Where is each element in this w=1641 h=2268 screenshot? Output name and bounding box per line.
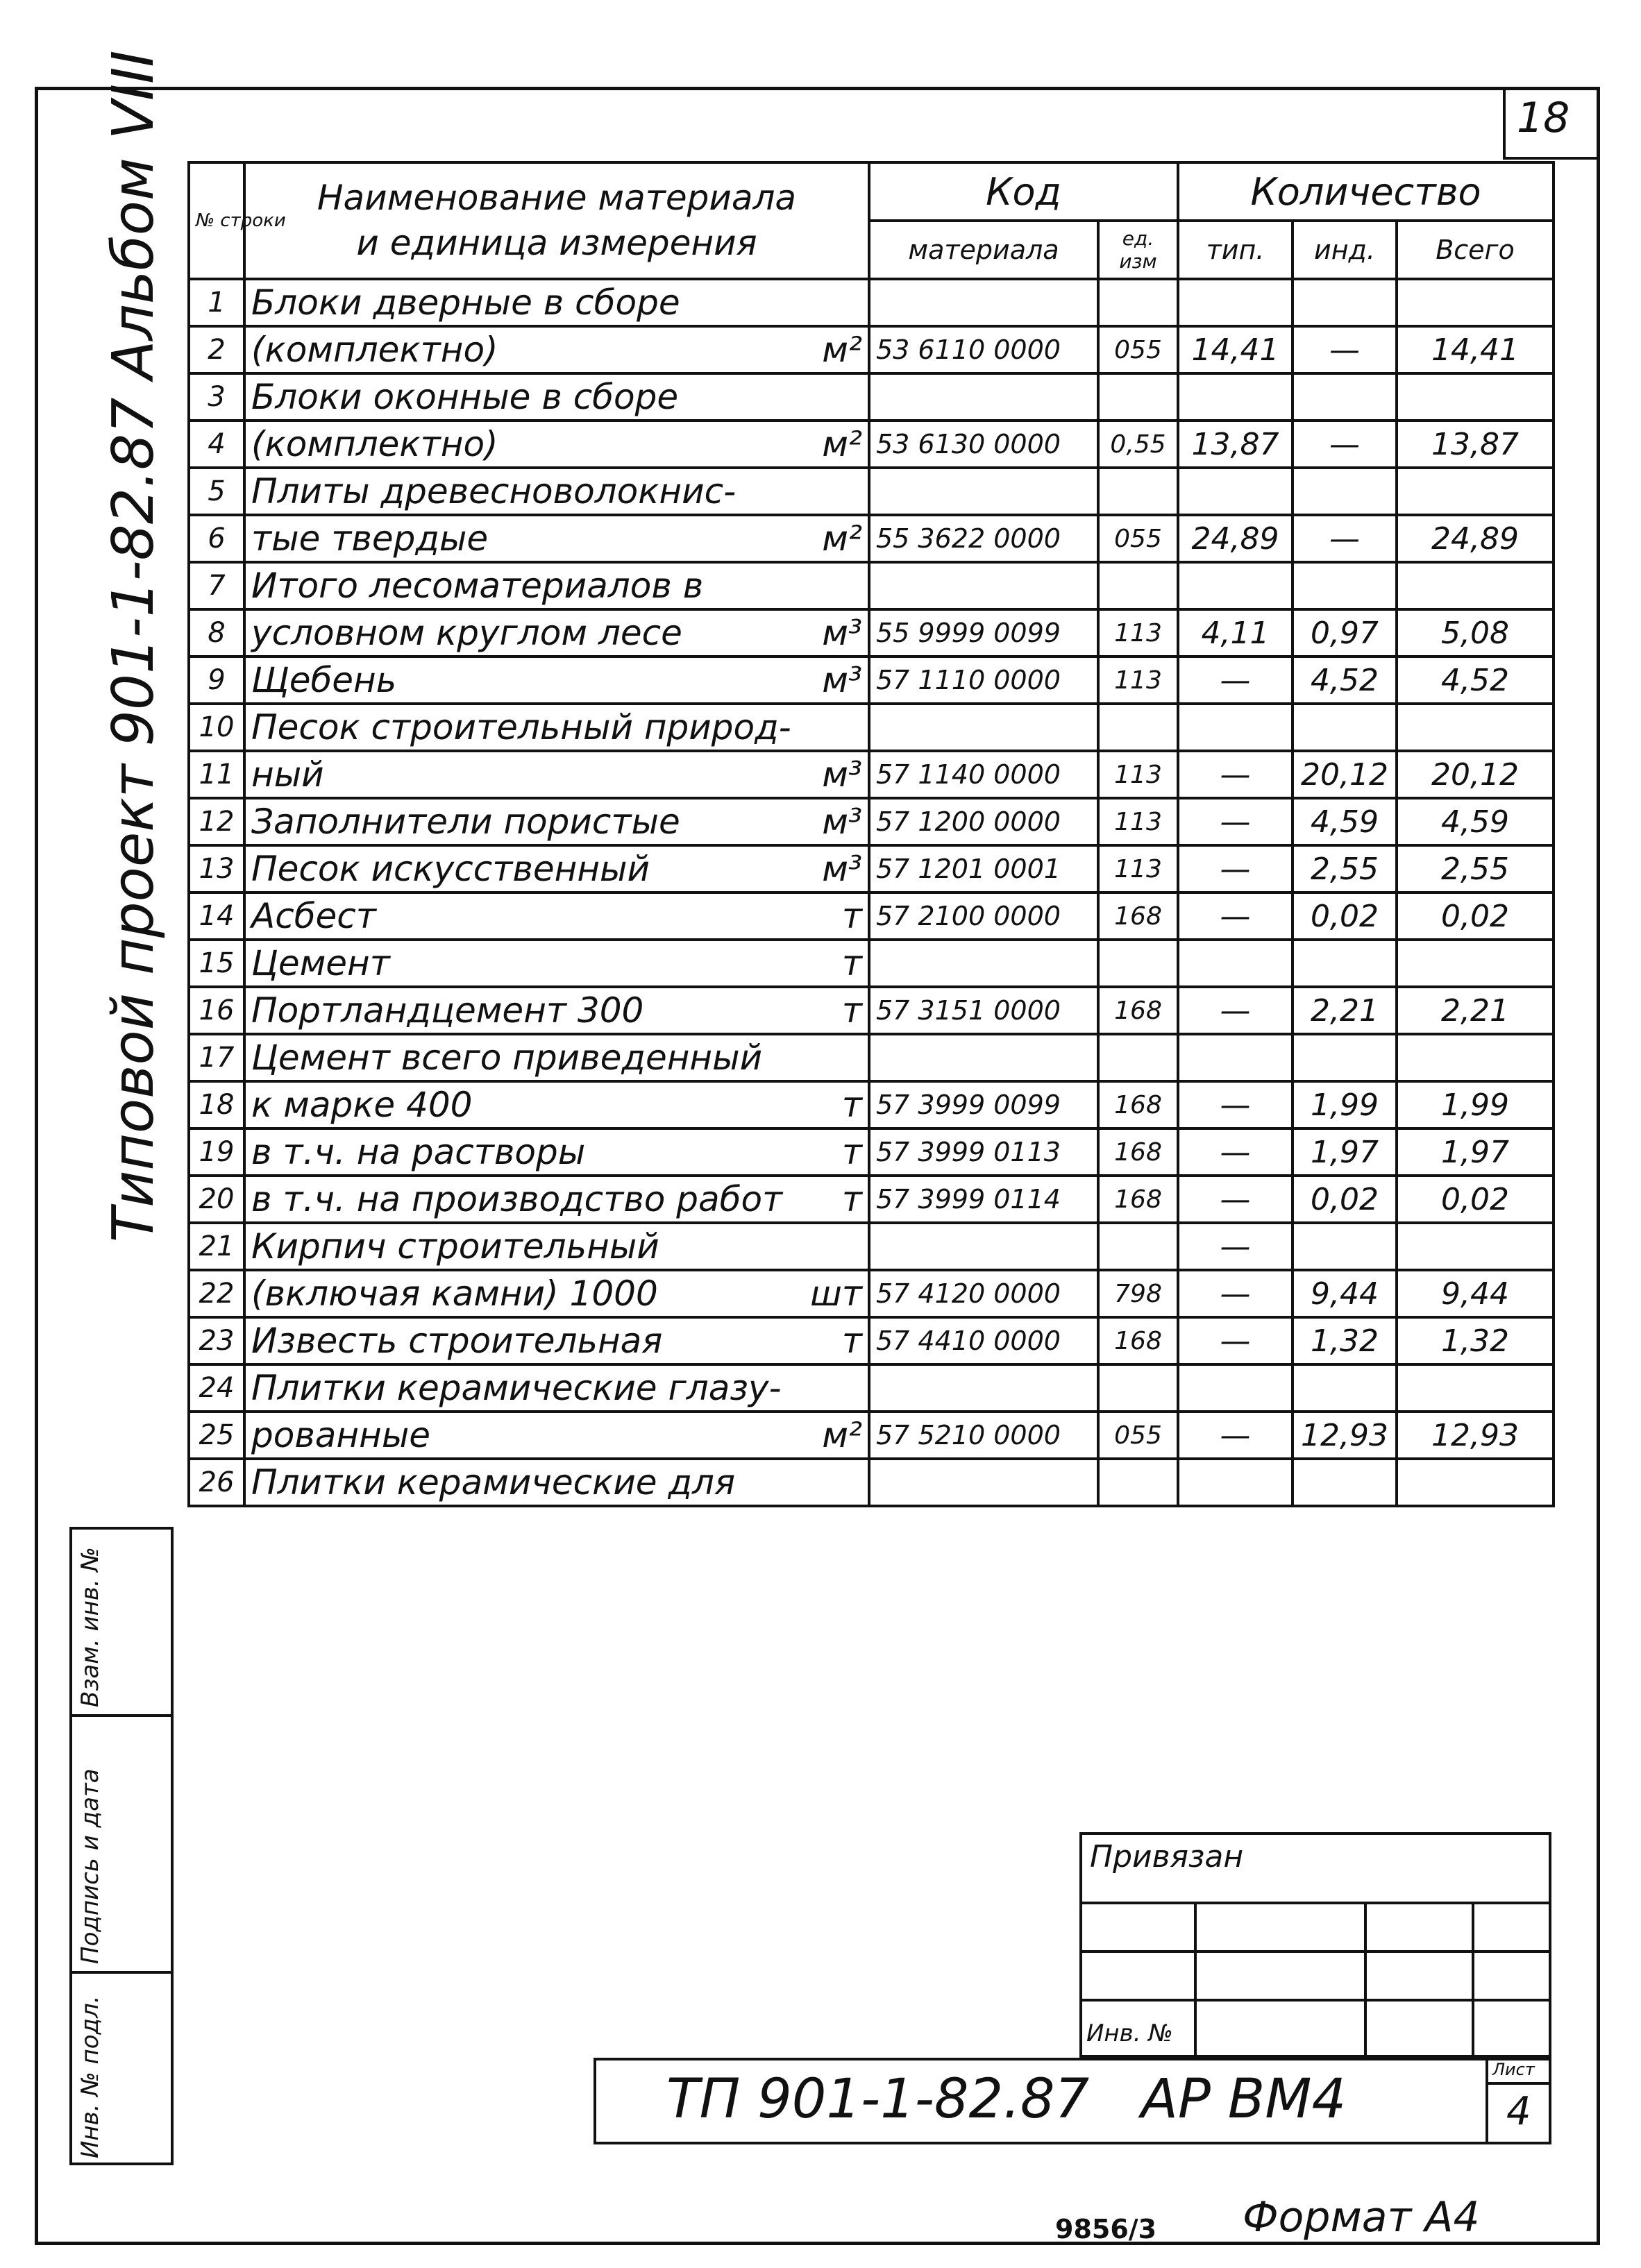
quantity-total: 12,93 (1397, 1412, 1554, 1459)
quantity-total: 2,21 (1397, 987, 1554, 1034)
quantity-typ (1178, 1034, 1293, 1081)
quantity-typ: — (1178, 798, 1293, 845)
privyazan-row1 (1079, 1950, 1551, 1953)
material-name (244, 562, 869, 609)
table-row (189, 1081, 1554, 1128)
header-row-1 (189, 162, 1554, 221)
material-name (244, 657, 869, 704)
header-q-typ: тип. (1178, 221, 1293, 279)
quantity-ind (1293, 1459, 1397, 1506)
material-name-text: Кирпич строительный (251, 1226, 659, 1267)
row-number: 13 (189, 845, 244, 892)
table-row (189, 1364, 1554, 1412)
material-code: 53 6110 0000 (869, 326, 1098, 373)
unit-of-measure: т (841, 990, 862, 1031)
unit-code: 113 (1098, 609, 1178, 657)
row-number: 24 (189, 1364, 244, 1412)
table-row (189, 657, 1554, 704)
material-code (869, 1034, 1098, 1081)
unit-of-measure: м² (822, 518, 862, 559)
material-code (869, 562, 1098, 609)
row-number: 7 (189, 562, 244, 609)
title-designation: ТП 901-1-82.87 АР ВМ4 (666, 2068, 1347, 2131)
left-stamp-divider-2 (69, 1971, 174, 1974)
unit-code: 055 (1098, 515, 1178, 562)
left-stamp-divider-1 (69, 1714, 174, 1717)
quantity-typ (1178, 940, 1293, 987)
row-number: 21 (189, 1223, 244, 1270)
material-name-text: Заполнители пористые (251, 802, 680, 842)
unit-code: 113 (1098, 845, 1178, 892)
quantity-ind: 1,32 (1293, 1317, 1397, 1364)
material-name (244, 1176, 869, 1223)
table-row (189, 987, 1554, 1034)
sheet-label: Лист (1492, 2060, 1535, 2079)
row-number: 16 (189, 987, 244, 1034)
quantity-typ: — (1178, 845, 1293, 892)
material-code: 55 3622 0000 (869, 515, 1098, 562)
quantity-total: 13,87 (1397, 421, 1554, 468)
materials-table (187, 161, 1555, 1507)
quantity-ind: 1,97 (1293, 1128, 1397, 1176)
quantity-total: 4,59 (1397, 798, 1554, 845)
material-code (869, 940, 1098, 987)
side-project-title: Типовой проект 901-1-82.87 Альбом VIII (101, 50, 167, 1242)
material-name (244, 1459, 869, 1506)
unit-of-measure: т (841, 1321, 862, 1361)
material-name (244, 1128, 869, 1176)
unit-code: 168 (1098, 892, 1178, 940)
row-number: 8 (189, 609, 244, 657)
material-name-text: рованные (251, 1415, 431, 1455)
unit-of-measure: м³ (822, 849, 862, 889)
row-number: 11 (189, 751, 244, 798)
quantity-typ: 14,41 (1178, 326, 1293, 373)
material-code: 57 1110 0000 (869, 657, 1098, 704)
table-row (189, 1270, 1554, 1317)
material-name (244, 1317, 869, 1364)
unit-of-measure: т (841, 1179, 862, 1219)
row-number: 12 (189, 798, 244, 845)
quantity-ind (1293, 1223, 1397, 1270)
header-code-unit: ед. изм (1098, 221, 1178, 279)
row-number: 23 (189, 1317, 244, 1364)
material-name-text: Плитки керамические для (251, 1462, 736, 1503)
row-number: 15 (189, 940, 244, 987)
unit-code (1098, 1223, 1178, 1270)
material-name (244, 468, 869, 515)
unit-code: 055 (1098, 1412, 1178, 1459)
quantity-ind: 4,59 (1293, 798, 1397, 845)
quantity-ind (1293, 704, 1397, 751)
table-row (189, 562, 1554, 609)
quantity-typ (1178, 279, 1293, 326)
table-row (189, 326, 1554, 373)
quantity-total: 4,52 (1397, 657, 1554, 704)
material-name-text: Известь строительная (251, 1321, 663, 1361)
table-row (189, 515, 1554, 562)
header-code-material: материала (869, 221, 1098, 279)
material-name-text: (комплектно) (251, 424, 498, 464)
quantity-typ: — (1178, 987, 1293, 1034)
header-name: Наименование материала и единица измерения (244, 162, 869, 279)
quantity-ind (1293, 1364, 1397, 1412)
unit-of-measure: м² (822, 1415, 862, 1455)
material-name (244, 1223, 869, 1270)
row-number: 17 (189, 1034, 244, 1081)
row-number: 25 (189, 1412, 244, 1459)
quantity-ind: 4,52 (1293, 657, 1397, 704)
quantity-ind: 0,97 (1293, 609, 1397, 657)
unit-code: 168 (1098, 1317, 1178, 1364)
material-code (869, 373, 1098, 421)
quantity-typ: — (1178, 1081, 1293, 1128)
quantity-typ (1178, 1364, 1293, 1412)
archive-number: 9856/3 (1055, 2214, 1157, 2244)
table-row (189, 373, 1554, 421)
sheet-divider (1486, 2082, 1551, 2085)
unit-code (1098, 1364, 1178, 1412)
quantity-ind (1293, 940, 1397, 987)
quantity-typ (1178, 562, 1293, 609)
row-number: 6 (189, 515, 244, 562)
material-code: 57 1200 0000 (869, 798, 1098, 845)
stamp-signature-date: Подпись и дата (76, 1768, 104, 1964)
material-code: 57 3151 0000 (869, 987, 1098, 1034)
unit-code (1098, 1459, 1178, 1506)
material-name (244, 940, 869, 987)
unit-of-measure: т (841, 1085, 862, 1125)
sheet-number: 4 (1506, 2089, 1531, 2134)
quantity-typ: 13,87 (1178, 421, 1293, 468)
table-row (189, 1317, 1554, 1364)
quantity-total: 0,02 (1397, 1176, 1554, 1223)
table-row (189, 845, 1554, 892)
row-number: 22 (189, 1270, 244, 1317)
privyazan-col1 (1194, 1902, 1197, 2058)
unit-code: 113 (1098, 798, 1178, 845)
material-name (244, 421, 869, 468)
material-code (869, 1459, 1098, 1506)
unit-of-measure: м³ (822, 802, 862, 842)
material-code: 57 3999 0114 (869, 1176, 1098, 1223)
material-name (244, 1412, 869, 1459)
quantity-total (1397, 373, 1554, 421)
row-number: 10 (189, 704, 244, 751)
quantity-typ (1178, 373, 1293, 421)
unit-code: 168 (1098, 1081, 1178, 1128)
material-code: 57 1201 0001 (869, 845, 1098, 892)
row-number: 4 (189, 421, 244, 468)
stamp-inv-podl: Инв. № подл. (76, 1995, 104, 2158)
quantity-typ: — (1178, 1176, 1293, 1223)
quantity-total: 2,55 (1397, 845, 1554, 892)
table-row (189, 1459, 1554, 1506)
quantity-total (1397, 940, 1554, 987)
unit-of-measure: м³ (822, 660, 862, 700)
quantity-typ: — (1178, 1270, 1293, 1317)
table-row (189, 1412, 1554, 1459)
unit-of-measure: м³ (822, 613, 862, 653)
table-row (189, 609, 1554, 657)
row-number: 19 (189, 1128, 244, 1176)
quantity-ind: — (1293, 515, 1397, 562)
material-code (869, 468, 1098, 515)
material-name (244, 373, 869, 421)
table-row (189, 1128, 1554, 1176)
table-row (189, 940, 1554, 987)
material-name (244, 1364, 869, 1412)
privyazan-label: Привязан (1090, 1839, 1244, 1875)
row-number: 9 (189, 657, 244, 704)
quantity-total (1397, 1034, 1554, 1081)
page-number: 18 (1517, 94, 1570, 142)
material-code (869, 704, 1098, 751)
material-name-text: Блоки дверные в сборе (251, 282, 680, 323)
material-name-text: Плитки керамические глазу- (251, 1368, 782, 1408)
unit-code (1098, 1034, 1178, 1081)
material-name (244, 609, 869, 657)
material-code (869, 1364, 1098, 1412)
quantity-total: 0,02 (1397, 892, 1554, 940)
unit-code: 113 (1098, 657, 1178, 704)
unit-code: 168 (1098, 987, 1178, 1034)
quantity-ind: 20,12 (1293, 751, 1397, 798)
table-row (189, 892, 1554, 940)
quantity-total (1397, 1459, 1554, 1506)
unit-code (1098, 373, 1178, 421)
table-row (189, 1176, 1554, 1223)
quantity-total: 20,12 (1397, 751, 1554, 798)
material-code (869, 279, 1098, 326)
unit-code: 798 (1098, 1270, 1178, 1317)
unit-code: 055 (1098, 326, 1178, 373)
quantity-total: 14,41 (1397, 326, 1554, 373)
table-row (189, 1034, 1554, 1081)
quantity-total (1397, 279, 1554, 326)
quantity-total: 9,44 (1397, 1270, 1554, 1317)
quantity-ind (1293, 373, 1397, 421)
quantity-total: 1,32 (1397, 1317, 1554, 1364)
quantity-ind: — (1293, 421, 1397, 468)
quantity-typ: — (1178, 751, 1293, 798)
quantity-ind: 12,93 (1293, 1412, 1397, 1459)
material-code: 57 2100 0000 (869, 892, 1098, 940)
material-name (244, 892, 869, 940)
material-name-text: (комплектно) (251, 330, 498, 370)
unit-of-measure: м³ (822, 754, 862, 795)
quantity-ind: — (1293, 326, 1397, 373)
material-name-text: условном круглом лесе (251, 613, 682, 653)
inv-no-label: Инв. № (1086, 2020, 1173, 2047)
material-name-text: Плиты древесноволокнис- (251, 471, 737, 511)
quantity-typ: — (1178, 1128, 1293, 1176)
quantity-typ (1178, 704, 1293, 751)
quantity-ind (1293, 468, 1397, 515)
table-row (189, 468, 1554, 515)
material-name-text: в т.ч. на растворы (251, 1132, 586, 1172)
quantity-ind: 1,99 (1293, 1081, 1397, 1128)
quantity-typ: 4,11 (1178, 609, 1293, 657)
table-row (189, 279, 1554, 326)
material-name-text: Щебень (251, 660, 397, 700)
table-row (189, 798, 1554, 845)
unit-of-measure: т (841, 896, 862, 936)
material-name (244, 1034, 869, 1081)
privyazan-col3 (1472, 1902, 1474, 2058)
material-name (244, 326, 869, 373)
row-number: 1 (189, 279, 244, 326)
quantity-ind: 2,21 (1293, 987, 1397, 1034)
row-number: 14 (189, 892, 244, 940)
unit-of-measure: м² (822, 424, 862, 464)
material-name-text: Итого лесоматериалов в (251, 566, 704, 606)
quantity-ind: 0,02 (1293, 892, 1397, 940)
quantity-typ: — (1178, 1317, 1293, 1364)
privyazan-col2 (1364, 1902, 1367, 2058)
quantity-typ: — (1178, 892, 1293, 940)
material-name-text: тые твердые (251, 518, 489, 559)
quantity-ind (1293, 562, 1397, 609)
header-row-no: № строки (189, 162, 244, 279)
material-code: 57 4410 0000 (869, 1317, 1098, 1364)
header-code: Код (869, 162, 1178, 221)
table-row (189, 1223, 1554, 1270)
material-name-text: (включая камни) 1000 (251, 1273, 658, 1314)
quantity-typ: — (1178, 657, 1293, 704)
unit-code: 168 (1098, 1128, 1178, 1176)
unit-code (1098, 940, 1178, 987)
material-code: 57 5210 0000 (869, 1412, 1098, 1459)
quantity-total (1397, 1364, 1554, 1412)
material-code: 57 4120 0000 (869, 1270, 1098, 1317)
unit-code (1098, 279, 1178, 326)
unit-code: 113 (1098, 751, 1178, 798)
quantity-total: 24,89 (1397, 515, 1554, 562)
material-name-text: Цемент (251, 943, 390, 983)
row-number: 3 (189, 373, 244, 421)
material-name-text: Портландцемент 300 (251, 990, 644, 1031)
quantity-total (1397, 468, 1554, 515)
material-name-text: Песок искусственный (251, 849, 650, 889)
privyazan-row2 (1079, 1999, 1551, 2002)
quantity-total (1397, 1223, 1554, 1270)
row-number: 18 (189, 1081, 244, 1128)
material-name-text: Цемент всего приведенный (251, 1038, 763, 1078)
row-number: 2 (189, 326, 244, 373)
material-name (244, 279, 869, 326)
unit-code: 0,55 (1098, 421, 1178, 468)
material-code (869, 1223, 1098, 1270)
quantity-typ (1178, 468, 1293, 515)
material-name (244, 751, 869, 798)
table-row (189, 704, 1554, 751)
table-row (189, 421, 1554, 468)
stamp-vzam-inv: Взам. инв. № (76, 1547, 104, 1707)
quantity-total: 5,08 (1397, 609, 1554, 657)
quantity-typ: 24,89 (1178, 515, 1293, 562)
row-number: 20 (189, 1176, 244, 1223)
quantity-ind: 2,55 (1293, 845, 1397, 892)
material-name-text: ный (251, 754, 324, 795)
unit-of-measure: т (841, 943, 862, 983)
header-q-ind: инд. (1293, 221, 1397, 279)
material-name (244, 987, 869, 1034)
unit-code (1098, 704, 1178, 751)
material-name (244, 1270, 869, 1317)
material-name-text: Песок строительный природ- (251, 707, 791, 747)
material-name-text: Асбест (251, 896, 376, 936)
quantity-typ: — (1178, 1223, 1293, 1270)
unit-code (1098, 468, 1178, 515)
quantity-total (1397, 562, 1554, 609)
material-name-text: Блоки оконные в сборе (251, 377, 679, 417)
header-quantity: Количество (1178, 162, 1554, 221)
unit-code: 168 (1098, 1176, 1178, 1223)
material-name (244, 845, 869, 892)
material-code: 55 9999 0099 (869, 609, 1098, 657)
quantity-ind (1293, 279, 1397, 326)
quantity-total: 1,99 (1397, 1081, 1554, 1128)
row-number: 5 (189, 468, 244, 515)
unit-of-measure: м² (822, 330, 862, 370)
material-name-text: в т.ч. на производство работ (251, 1179, 783, 1219)
quantity-ind (1293, 1034, 1397, 1081)
material-name (244, 704, 869, 751)
unit-code (1098, 562, 1178, 609)
row-number: 26 (189, 1459, 244, 1506)
material-name (244, 1081, 869, 1128)
material-name-text: к марке 400 (251, 1085, 473, 1125)
material-code: 57 1140 0000 (869, 751, 1098, 798)
quantity-ind: 0,02 (1293, 1176, 1397, 1223)
unit-of-measure: шт (810, 1273, 862, 1314)
table-row (189, 751, 1554, 798)
material-name (244, 515, 869, 562)
header-q-total: Всего (1397, 221, 1554, 279)
material-code: 57 3999 0113 (869, 1128, 1098, 1176)
quantity-total (1397, 704, 1554, 751)
material-code: 53 6130 0000 (869, 421, 1098, 468)
material-name (244, 798, 869, 845)
quantity-total: 1,97 (1397, 1128, 1554, 1176)
material-code: 57 3999 0099 (869, 1081, 1098, 1128)
quantity-ind: 9,44 (1293, 1270, 1397, 1317)
quantity-typ: — (1178, 1412, 1293, 1459)
quantity-typ (1178, 1459, 1293, 1506)
format-label: Формат А4 (1243, 2193, 1480, 2242)
unit-of-measure: т (841, 1132, 862, 1172)
